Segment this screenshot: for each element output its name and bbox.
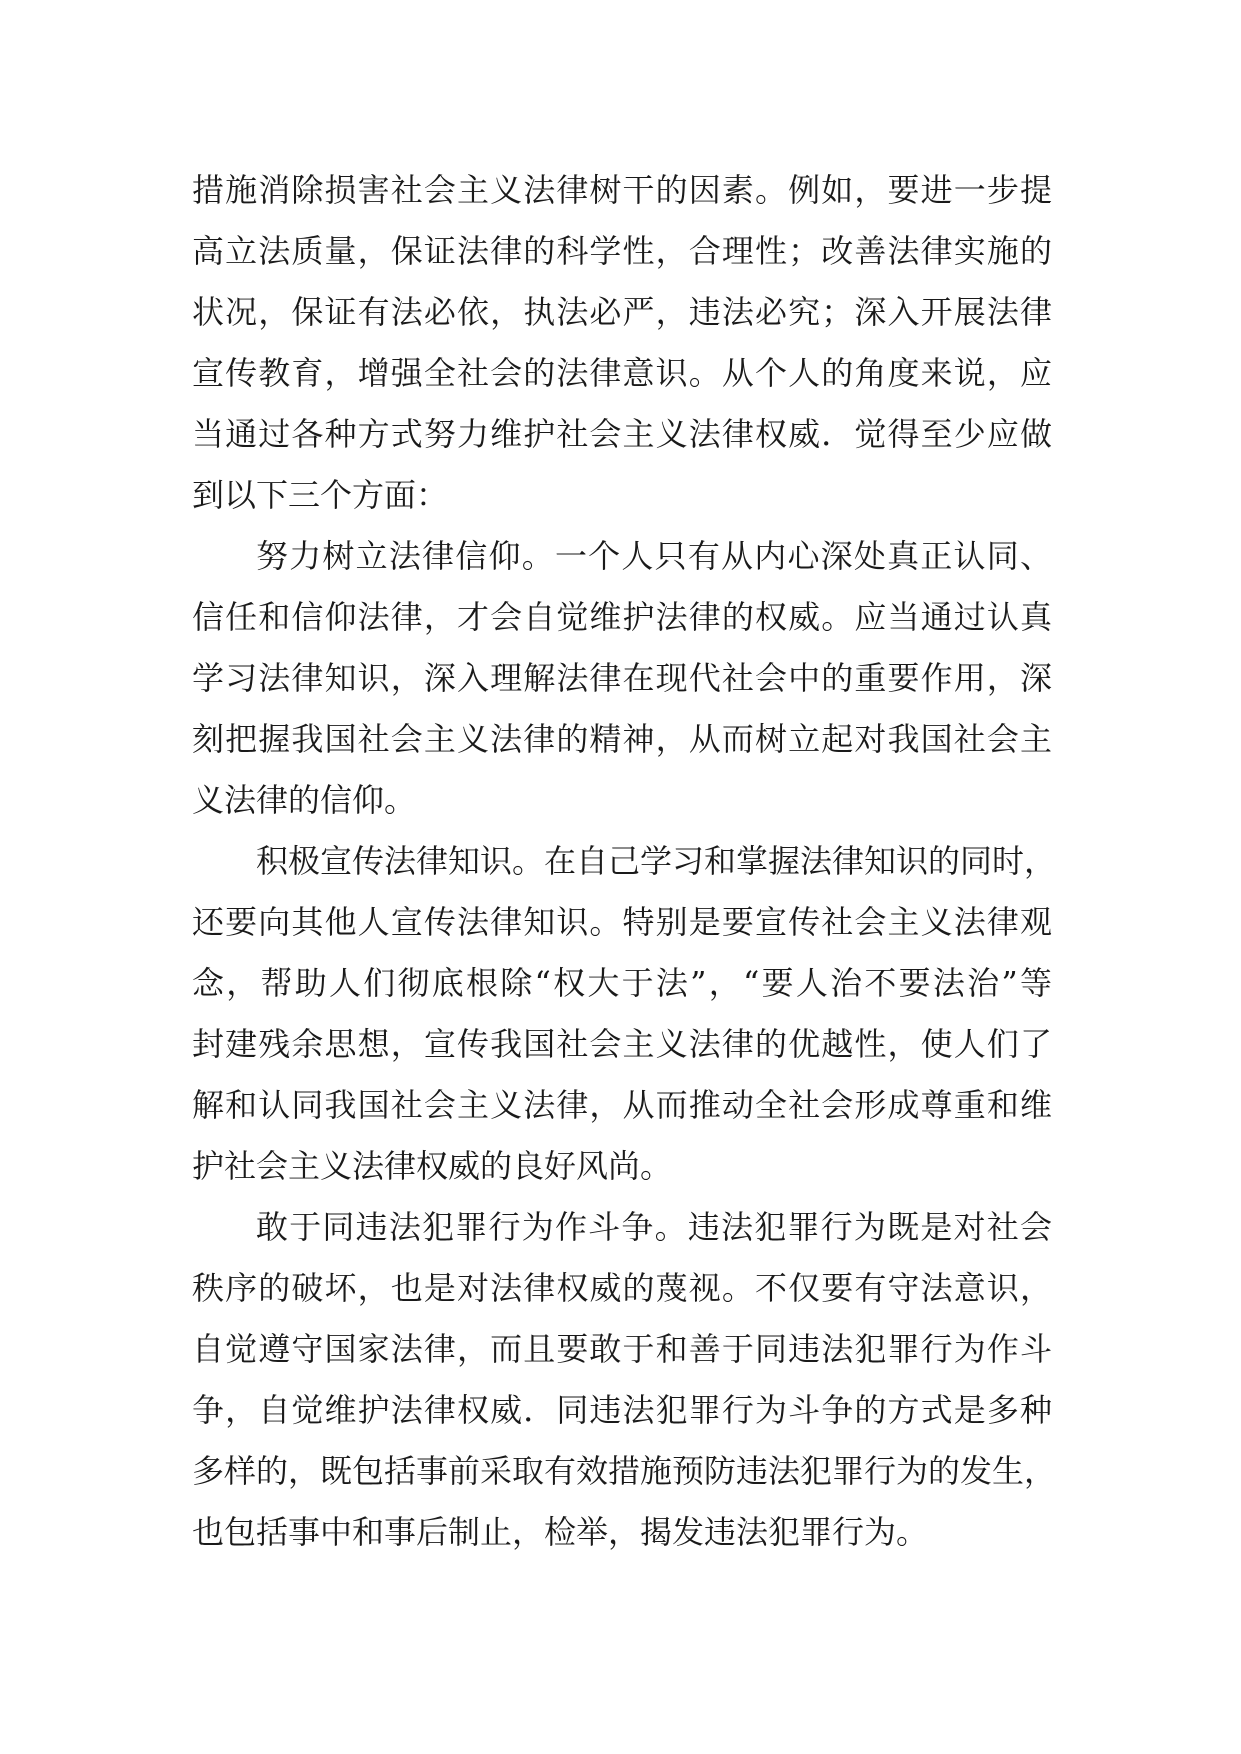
text-line: 义法律的信仰。	[192, 781, 417, 819]
text-line: 封建残余思想，宣传我国社会主义法律的优越性，使人们了	[192, 1025, 1052, 1063]
text-line: 学习法律知识，深入理解法律在现代社会中的重要作用，深	[192, 659, 1052, 697]
text-line: 念，帮助人们彻底根除“权大于法”，“要人治不要法治”等	[192, 964, 1052, 1002]
text-line: 争，自觉维护法律权威．同违法犯罪行为斗争的方式是多种	[192, 1391, 1052, 1429]
text-line: 护社会主义法律权威的良好风尚。	[192, 1147, 673, 1185]
paragraph-first-line: 积极宣传法律知识。在自己学习和掌握法律知识的同时，	[256, 842, 1057, 880]
text-line: 秩序的破坏，也是对法律权威的蔑视。不仅要有守法意识，	[192, 1269, 1052, 1307]
text-line: 到以下三个方面：	[192, 476, 449, 514]
text-line: 还要向其他人宣传法律知识。特别是要宣传社会主义法律观	[192, 903, 1052, 941]
text-line: 也包括事中和事后制止，检举，揭发违法犯罪行为。	[192, 1513, 929, 1551]
text-line: 状况，保证有法必依，执法必严，违法必究；深入开展法律	[192, 293, 1052, 331]
text-line: 刻把握我国社会主义法律的精神，从而树立起对我国社会主	[192, 720, 1052, 758]
paragraph-first-line: 努力树立法律信仰。一个人只有从内心深处真正认同、	[256, 537, 1052, 575]
text-line: 宣传教育，增强全社会的法律意识。从个人的角度来说，应	[192, 354, 1052, 392]
text-line: 当通过各种方式努力维护社会主义法律权威．觉得至少应做	[192, 415, 1052, 453]
paragraph-first-line: 敢于同违法犯罪行为作斗争。违法犯罪行为既是对社会	[256, 1208, 1052, 1246]
text-line: 措施消除损害社会主义法律树干的因素。例如，要进一步提	[192, 171, 1052, 209]
body-text	[192, 160, 1057, 1563]
text-line: 多样的，既包括事前采取有效措施预防违法犯罪行为的发生，	[192, 1452, 1057, 1490]
text-line: 信任和信仰法律，才会自觉维护法律的权威。应当通过认真	[192, 598, 1052, 636]
text-line: 解和认同我国社会主义法律，从而推动全社会形成尊重和维	[192, 1086, 1052, 1124]
text-line: 自觉遵守国家法律，而且要敢于和善于同违法犯罪行为作斗	[192, 1330, 1052, 1368]
text-line: 高立法质量，保证法律的科学性，合理性；改善法律实施的	[192, 232, 1052, 270]
